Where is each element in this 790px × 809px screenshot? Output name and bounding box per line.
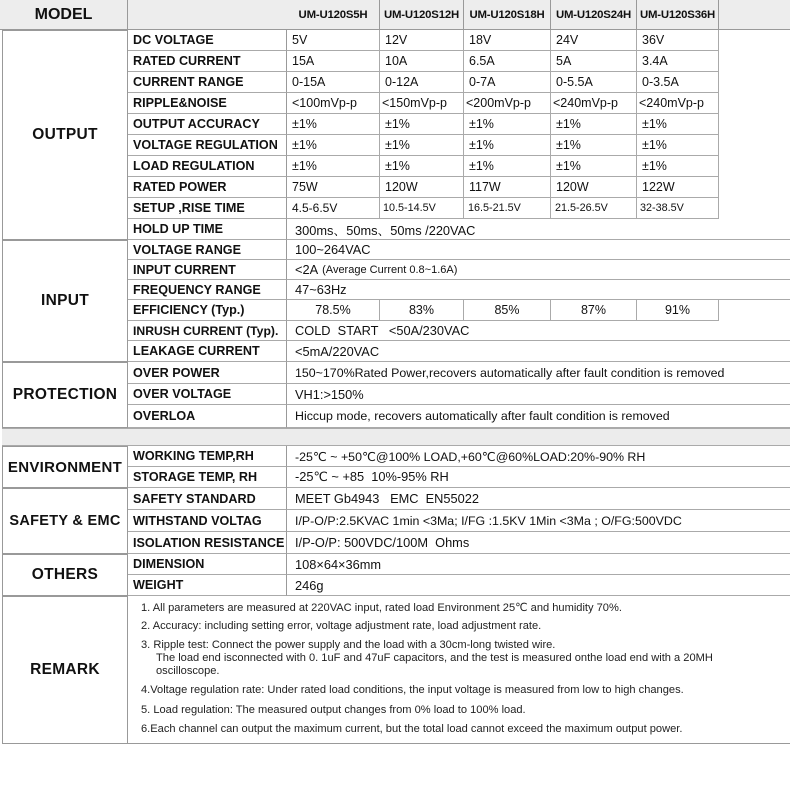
group-others: OTHERS	[2, 554, 128, 596]
model-name: UM-U120S12H	[380, 0, 464, 30]
remark-box	[128, 596, 790, 744]
param-name: OUTPUT ACCURACY	[128, 114, 287, 135]
value-cell: 0-12A	[380, 72, 464, 93]
value-cell: ±1%	[380, 114, 464, 135]
value-cell: 91%	[637, 300, 719, 321]
param-name: RATED POWER	[128, 177, 287, 198]
param-name: WITHSTAND VOLTAG	[128, 510, 287, 532]
value-cell: 16.5-21.5V	[464, 198, 551, 219]
value-cell: 10.5-14.5V	[380, 198, 464, 219]
group-output: OUTPUT	[2, 30, 128, 240]
value-cell-wide: <5mA/220VAC	[287, 341, 790, 362]
param-name: HOLD UP TIME	[128, 219, 287, 240]
param-name: OVER VOLTAGE	[128, 384, 287, 405]
param-name: WEIGHT	[128, 575, 287, 596]
value-cell: 5A	[551, 51, 637, 72]
remark-item: The load end isconnected with 0. 1uF and 47uF capacitors, and the test is measured onthe load end with a 20MH oscilloscope.	[156, 652, 713, 677]
value-cell-wide: 47~63Hz	[287, 280, 790, 300]
value-cell: 120W	[380, 177, 464, 198]
value-cell-wide: -25℃ ~ +85 10%-95% RH	[287, 467, 790, 488]
group-protection: PROTECTION	[2, 362, 128, 428]
value-cell: 36V	[637, 30, 719, 51]
param-name: EFFICIENCY (Typ.)	[128, 300, 287, 321]
value-cell: <100mVp-p	[287, 93, 380, 114]
model-name: UM-U120S18H	[464, 0, 551, 30]
value-cell: ±1%	[551, 156, 637, 177]
value-cell: ±1%	[380, 156, 464, 177]
value-cell: 0-3.5A	[637, 72, 719, 93]
value-cell: ±1%	[464, 135, 551, 156]
param-name: VOLTAGE RANGE	[128, 240, 287, 260]
value-cell: 10A	[380, 51, 464, 72]
value-cell: 85%	[464, 300, 551, 321]
remark-item: 4.Voltage regulation rate: Under rated load conditions, the input voltage is measured from low to high changes.	[141, 684, 684, 696]
remark-item: 5. Load regulation: The measured output changes from 0% load to 100% load.	[141, 704, 526, 716]
value-cell: 120W	[551, 177, 637, 198]
value-cell: 0-5.5A	[551, 72, 637, 93]
value-cell: 78.5%	[287, 300, 380, 321]
value-cell: ±1%	[637, 114, 719, 135]
remark-item: 6.Each channel can output the maximum current, but the total load cannot exceed the maximum output power.	[141, 723, 683, 735]
param-name: DC VOLTAGE	[128, 30, 287, 51]
value-cell: 24V	[551, 30, 637, 51]
param-name: INPUT CURRENT	[128, 260, 287, 280]
value-cell-wide: I/P-O/P:2.5KVAC 1min <3Ma; I/FG :1.5KV 1Min <3Ma ; O/FG:500VDC	[287, 510, 790, 532]
param-name: RATED CURRENT	[128, 51, 287, 72]
value-cell: 32-38.5V	[637, 198, 719, 219]
value-cell: ±1%	[637, 156, 719, 177]
param-name: SAFETY STANDARD	[128, 488, 287, 510]
value-cell: 6.5A	[464, 51, 551, 72]
value-cell: 21.5-26.5V	[551, 198, 637, 219]
value-cell: 0-15A	[287, 72, 380, 93]
section-separator	[2, 428, 790, 446]
value-cell: ±1%	[464, 156, 551, 177]
value-cell: ±1%	[287, 114, 380, 135]
param-name: INRUSH CURRENT (Typ).	[128, 321, 287, 341]
value-cell: ±1%	[551, 135, 637, 156]
value-cell: <240mVp-p	[637, 93, 719, 114]
group-input: INPUT	[2, 240, 128, 362]
remark-item: 2. Accuracy: including setting error, voltage adjustment rate, load adjustment rate.	[141, 620, 542, 632]
value-cell: 5V	[287, 30, 380, 51]
value-cell: ±1%	[287, 135, 380, 156]
value-cell: 0-7A	[464, 72, 551, 93]
value-cell: 87%	[551, 300, 637, 321]
param-name: OVERLOA	[128, 405, 287, 428]
param-name: LEAKAGE CURRENT	[128, 341, 287, 362]
value-cell-wide: COLD START <50A/230VAC	[287, 321, 790, 341]
group-safety-emc: SAFETY & EMC	[2, 488, 128, 554]
value-cell: ±1%	[464, 114, 551, 135]
param-name: ISOLATION RESISTANCE	[128, 532, 287, 554]
value-cell-wide: -25℃ ~ +50℃@100% LOAD,+60℃@60%LOAD:20%-90% RH	[287, 446, 790, 467]
group-remark: REMARK	[2, 596, 128, 744]
value-cell: 122W	[637, 177, 719, 198]
param-name: FREQUENCY RANGE	[128, 280, 287, 300]
value-cell-wide: 108×64×36mm	[287, 554, 790, 575]
value-cell: ±1%	[637, 135, 719, 156]
value-cell-wide: VH1:>150%	[287, 384, 790, 405]
value-cell-wide: MEET Gb4943 EMC EN55022	[287, 488, 790, 510]
input-current-main: <2A	[295, 262, 319, 277]
remark-item: 1. All parameters are measured at 220VAC input, rated load Environment 25℃ and humidity 70%.	[141, 602, 622, 614]
value-cell-wide: 300ms、50ms、50ms /220VAC	[287, 219, 790, 240]
value-cell: 12V	[380, 30, 464, 51]
value-cell: 117W	[464, 177, 551, 198]
value-cell: ±1%	[551, 114, 637, 135]
param-name: CURRENT RANGE	[128, 72, 287, 93]
model-label: MODEL	[0, 0, 128, 30]
value-cell: 15A	[287, 51, 380, 72]
value-cell-wide: 100~264VAC	[287, 240, 790, 260]
group-environment: ENVIRONMENT	[2, 446, 128, 488]
input-current-note: (Average Current 0.8~1.6A)	[322, 263, 458, 276]
value-cell-wide: 150~170%Rated Power,recovers automatically after fault condition is removed	[287, 362, 790, 384]
value-cell: ±1%	[380, 135, 464, 156]
value-cell-wide: 246g	[287, 575, 790, 596]
param-name: OVER POWER	[128, 362, 287, 384]
remark-item: 3. Ripple test: Connect the power supply and the load with a 30cm-long twisted wire.	[141, 639, 556, 651]
param-name: WORKING TEMP,RH	[128, 446, 287, 467]
param-name: RIPPLE&NOISE	[128, 93, 287, 114]
param-name: SETUP ,RISE TIME	[128, 198, 287, 219]
model-name: UM-U120S36H	[637, 0, 719, 30]
value-cell: <240mVp-p	[551, 93, 637, 114]
value-cell: <150mVp-p	[380, 93, 464, 114]
value-cell: <200mVp-p	[464, 93, 551, 114]
param-name: VOLTAGE REGULATION	[128, 135, 287, 156]
value-cell: 3.4A	[637, 51, 719, 72]
param-name: DIMENSION	[128, 554, 287, 575]
value-cell: 83%	[380, 300, 464, 321]
value-cell: 75W	[287, 177, 380, 198]
value-cell: 18V	[464, 30, 551, 51]
value-cell-wide: Hiccup mode, recovers automatically after fault condition is removed	[287, 405, 790, 428]
model-name: UM-U120S5H	[287, 0, 380, 30]
param-name: LOAD REGULATION	[128, 156, 287, 177]
value-cell: ±1%	[287, 156, 380, 177]
value-cell: 4.5-6.5V	[287, 198, 380, 219]
param-name: STORAGE TEMP, RH	[128, 467, 287, 488]
value-cell-wide	[287, 260, 790, 280]
value-cell-wide: I/P-O/P: 500VDC/100M Ohms	[287, 532, 790, 554]
model-name: UM-U120S24H	[551, 0, 637, 30]
